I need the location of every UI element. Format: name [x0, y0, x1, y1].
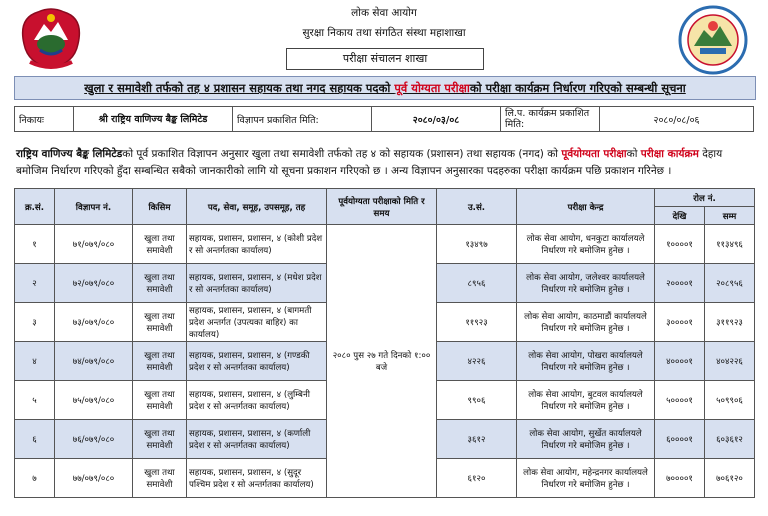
cell-post: सहायक, प्रशासन, प्रशासन, ४ (लुम्बिनी प्रदेश र सो अन्तर्गतका कार्यालय) — [187, 381, 327, 420]
para-bank-name: राष्ट्रिय वाणिज्य बैङ्क लिमिटेड — [16, 148, 123, 160]
table-row — [15, 225, 755, 264]
cell-sn: ३ — [15, 303, 55, 342]
cell-sn: १ — [15, 225, 55, 264]
notice-title-after: को परीक्षा कार्यक्रम निर्धारण गरिएको सम्बन्धी सूचना — [469, 81, 686, 95]
notice-title-highlight: पूर्व योग्यता परीक्षा — [394, 81, 470, 95]
cell-sn: ४ — [15, 342, 55, 381]
col-roll: रोल नं. — [655, 189, 755, 207]
col-ad-no: विज्ञापन नं. — [55, 189, 133, 225]
cell-candidates: ४२२६ — [437, 342, 517, 381]
cell-post: सहायक, प्रशासन, प्रशासन, ४ (बागमती प्रदेश अन्तर्गत (उपत्यका बाहिर) का कार्यालय) — [187, 303, 327, 342]
notice-paragraph — [16, 146, 756, 180]
cell-type: खुला तथा समावेशी — [133, 303, 187, 342]
cell-center: लोक सेवा आयोग, सुर्खेत कार्यालयले निर्धारण गरे बमोजिम हुनेछ । — [517, 420, 655, 459]
cell-ad-no: ७१/०७९/०८० — [55, 225, 133, 264]
cell-candidates: ३६१२ — [437, 420, 517, 459]
cell-type: खुला तथा समावेशी — [133, 459, 187, 498]
cell-roll-from: ७००००१ — [655, 459, 705, 498]
cell-post: सहायक, प्रशासन, प्रशासन, ४ (मधेश प्रदेश र सो अन्तर्गतका कार्यालय) — [187, 264, 327, 303]
cell-type: खुला तथा समावेशी — [133, 225, 187, 264]
cell-roll-to: ६०३६१२ — [705, 420, 755, 459]
cell-candidates: ११९२३ — [437, 303, 517, 342]
cell-ad-no: ७३/०७९/०८० — [55, 303, 133, 342]
para-red-2: परीक्षा कार्यक्रम — [640, 148, 699, 160]
ad-date-value: २०८०/०३/०८ — [372, 107, 501, 132]
cell-post: सहायक, प्रशासन, प्रशासन, ४ (कोशी प्रदेश र सो अन्तर्गतका कार्यालय) — [187, 225, 327, 264]
cell-candidates: ८९५६ — [437, 264, 517, 303]
col-candidates: उ.सं. — [437, 189, 517, 225]
cell-type: खुला तथा समावेशी — [133, 342, 187, 381]
para-text-2: को — [626, 148, 641, 160]
col-roll-from: देखि — [655, 207, 705, 225]
notice-title — [14, 76, 756, 100]
cell-post: सहायक, प्रशासन, प्रशासन, ४ (कर्णाली प्रदेश र सो अन्तर्गतका कार्यालय) — [187, 420, 327, 459]
cell-type: खुला तथा समावेशी — [133, 381, 187, 420]
cell-roll-to: २०८९५६ — [705, 264, 755, 303]
cell-sn: २ — [15, 264, 55, 303]
cell-exam-date: २०८० पुस २७ गते दिनको १:०० बजे — [327, 225, 437, 498]
org-name: लोक सेवा आयोग — [351, 7, 417, 19]
cell-sn: ५ — [15, 381, 55, 420]
cell-candidates: ६१२० — [437, 459, 517, 498]
program-date-label: लि.प. कार्यक्रम प्रकाशित मिति: — [501, 107, 600, 132]
cell-sn: ६ — [15, 420, 55, 459]
cell-roll-to: ३११९२३ — [705, 303, 755, 342]
program-date-value: २०८०/०८/०६ — [600, 107, 754, 132]
cell-roll-to: ७०६१२० — [705, 459, 755, 498]
notice-title-before: खुला र समावेशी तर्फको तह ४ प्रशासन सहायक तथा नगद सहायक पदको — [84, 81, 395, 95]
cell-candidates: ९९०६ — [437, 381, 517, 420]
cell-center: लोक सेवा आयोग, धनकुटा कार्यालयले निर्धारण गरे बमोजिम हुनेछ । — [517, 225, 655, 264]
cell-center: लोक सेवा आयोग, महेन्द्रनगर कार्यालयले निर्धारण गरे बमोजिम हुनेछ । — [517, 459, 655, 498]
cell-center: लोक सेवा आयोग, जलेश्वर कार्यालयले निर्धारण गरे बमोजिम हुनेछ । — [517, 264, 655, 303]
cell-center: लोक सेवा आयोग, पोखरा कार्यालयले निर्धारण गरे बमोजिम हुनेछ । — [517, 342, 655, 381]
col-post: पद, सेवा, समूह, उपसमूह, तह — [187, 189, 327, 225]
cell-roll-from: ५००००१ — [655, 381, 705, 420]
exam-schedule-table — [14, 188, 755, 498]
col-exam-date: पूर्वयोग्यता परीक्षाको मिति र समय — [327, 189, 437, 225]
cell-candidates: १३४९७ — [437, 225, 517, 264]
cell-roll-to: ५०९९०६ — [705, 381, 755, 420]
col-type: किसिम — [133, 189, 187, 225]
cell-roll-from: १००००१ — [655, 225, 705, 264]
section-title: परीक्षा संचालन शाखा — [286, 48, 484, 70]
cell-ad-no: ७७/०७९/०८० — [55, 459, 133, 498]
division-name: सुरक्षा निकाय तथा संगठित संस्था महाशाखा — [302, 27, 466, 39]
org-label: निकायः — [15, 107, 74, 132]
cell-center: लोक सेवा आयोग, काठमाडौं कार्यालयले निर्धारण गरे बमोजिम हुनेछ । — [517, 303, 655, 342]
cell-type: खुला तथा समावेशी — [133, 420, 187, 459]
cell-ad-no: ७२/०७९/०८० — [55, 264, 133, 303]
cell-roll-to: ११३४९६ — [705, 225, 755, 264]
ad-date-label: विज्ञापन प्रकाशित मिति: — [233, 107, 372, 132]
col-center: परीक्षा केन्द्र — [517, 189, 655, 225]
cell-sn: ७ — [15, 459, 55, 498]
cell-roll-from: ३००००१ — [655, 303, 705, 342]
cell-post: सहायक, प्रशासन, प्रशासन, ४ (सुदूर पश्चिम प्रदेश र सो अन्तर्गतका कार्यालय) — [187, 459, 327, 498]
info-table — [14, 106, 754, 132]
col-sn: क्र.सं. — [15, 189, 55, 225]
cell-ad-no: ७६/०७९/०८० — [55, 420, 133, 459]
para-text-3: देहाय बमोजिम निर्धारण गरिएको हुँदा सम्बन्धित सबैको जानकारीको लागि यो सूचना प्रकाशन गरिएको छ । अन्य विज्ञापन अनुसारका पदहरुका परीक्षा कार्यक्रम पछि प्रकाशन गरिनेछ । — [16, 148, 723, 177]
cell-ad-no: ७५/०७९/०८० — [55, 381, 133, 420]
cell-ad-no: ७४/०७९/०८० — [55, 342, 133, 381]
cell-roll-from: ४००००१ — [655, 342, 705, 381]
cell-roll-to: ४०४२२६ — [705, 342, 755, 381]
para-red-1: पूर्वयोग्यता परीक्षा — [561, 148, 627, 160]
cell-type: खुला तथा समावेशी — [133, 264, 187, 303]
para-text-1: को पूर्व प्रकाशित विज्ञापन अनुसार खुला तथा समावेशी तर्फको तह ४ को सहायक (प्रशासन) तथा सहायक (नगद) को — [122, 148, 562, 160]
cell-roll-from: ६००००१ — [655, 420, 705, 459]
cell-center: लोक सेवा आयोग, बुटवल कार्यालयले निर्धारण गरे बमोजिम हुनेछ । — [517, 381, 655, 420]
org-value: श्री राष्ट्रिय वाणिज्य बैङ्क लिमिटेड — [74, 107, 233, 132]
col-roll-to: सम्म — [705, 207, 755, 225]
cell-post: सहायक, प्रशासन, प्रशासन, ४ (गण्डकी प्रदेश र सो अन्तर्गतका कार्यालय) — [187, 342, 327, 381]
cell-roll-from: २००००१ — [655, 264, 705, 303]
